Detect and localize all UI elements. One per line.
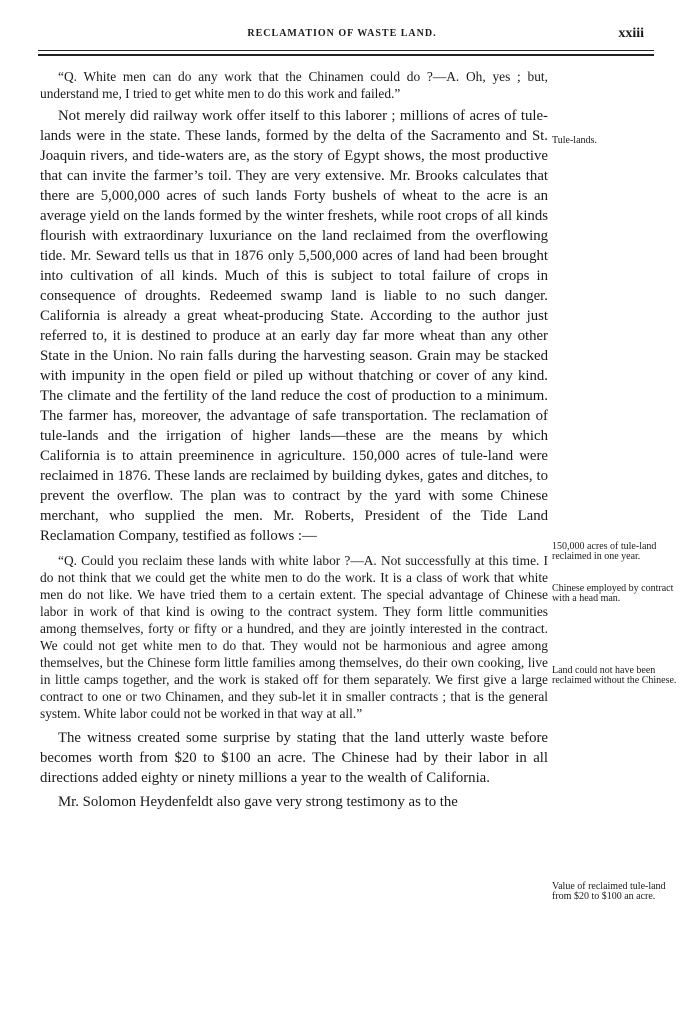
quote-white-men: “Q. White men can do any work that the Chinamen could do ?—A. Oh, yes ; but, understand me, I tried to get white men to do this work and failed.”: [40, 69, 548, 101]
quote-reclaim: “Q. Could you reclaim these lands with white labor ?—A. Not successfully at this time. I do not think that we could get the white men to do the work. It is a class of work that white men do not like. We have tried them to a certain extent. The special advantage of Chinese labor in work of that kind is owing to the contract system. They form little communities among themselves, forty or fifty or a hundred, and they are jointly interested in the contract. We could not get white men to do that. They would not be harmonious and agree among themselves, but the Chinese form little families among themselves, do their own cooking, live in little camps together, and the work is staked off for them separately. We first give a large contract to one or two Chinamen, and they sub-let it in smaller contracts ; that is the general system. White labor could not be worked in that way at all.”: [40, 553, 548, 721]
margin-note-land-not-reclaimed: Land could not have been reclaimed without the Chinese.: [552, 665, 677, 686]
paragraph-tule-lands: Not merely did railway work offer itself to this laborer ; millions of acres of tule-lands were in the state. These lands, formed by the delta of the Sacramento and St. Joaquin rivers, and tide-waters are, as the story of Egypt shows, the most productive that can invite the farmer’s toil. They are very extensive. Mr. Brooks calculates that there are 5,000,000 acres of such lands Forty bushels of wheat to the acre is an average yield on the lands formed by the winter freshets, while root crops of all kinds flourish with extraordinary luxuriance on the land reclaimed from the overflowing tide. Mr. Seward tells us that in 1876 only 5,500,000 acres of land had been brought into cultivation of all kinds. Much of this is subject to total failure of crops in consequence of droughts. Redeemed swamp land is liable to no such danger. California is already a great wheat-producing State. According to the author just referred to, it is destined to produce at an early day far more wheat than any other State in the Union. No rain falls during the harvesting season. Grain may be stacked with impunity in the open field or piled up without thatching or cover of any kind. The climate and the fertility of the land reduce the cost of production to a minimum. The farmer has, moreover, the advantage of safe transportation. The reclamation of tule-lands and the irrigation of higher lands—these are the means by which California is to attain preeminence in agriculture. 150,000 acres of tule-land were reclaimed in 1876. These lands are reclaimed by building dykes, gates and ditches, to prevent the overflow. The plan was to contract by the yard with some Chinese merchant, who supplied the men. Mr. Roberts, President of the Tide Land Reclamation Company, testified as follows :—: [40, 108, 548, 544]
margin-note-tule-lands: Tule-lands.: [552, 135, 597, 146]
margin-note-value-reclaimed: Value of reclaimed tule-land from $20 to $100 an acre.: [552, 881, 666, 902]
page-number: xxiii: [618, 26, 644, 41]
page-header: [40, 28, 644, 48]
margin-note-acres-reclaimed: 150,000 acres of tule-land reclaimed in one year.: [552, 541, 657, 562]
paragraph-witness: The witness created some surprise by stating that the land utterly waste before becomes worth from $20 to $100 an acre. The Chinese had by their labor in all directions added eighty or ninety millions a year to the wealth of California.: [40, 730, 548, 786]
header-rule-thick: [38, 54, 654, 56]
margin-note-chinese-employed: Chinese employed by contract with a head man.: [552, 583, 674, 604]
header-rule-thin: [38, 50, 654, 51]
running-title: RECLAMATION OF WASTE LAND.: [247, 28, 437, 39]
paragraph-heydenfeldt: Mr. Solomon Heydenfeldt also gave very strong testimony as to the: [58, 794, 458, 810]
page-body: [40, 68, 548, 812]
